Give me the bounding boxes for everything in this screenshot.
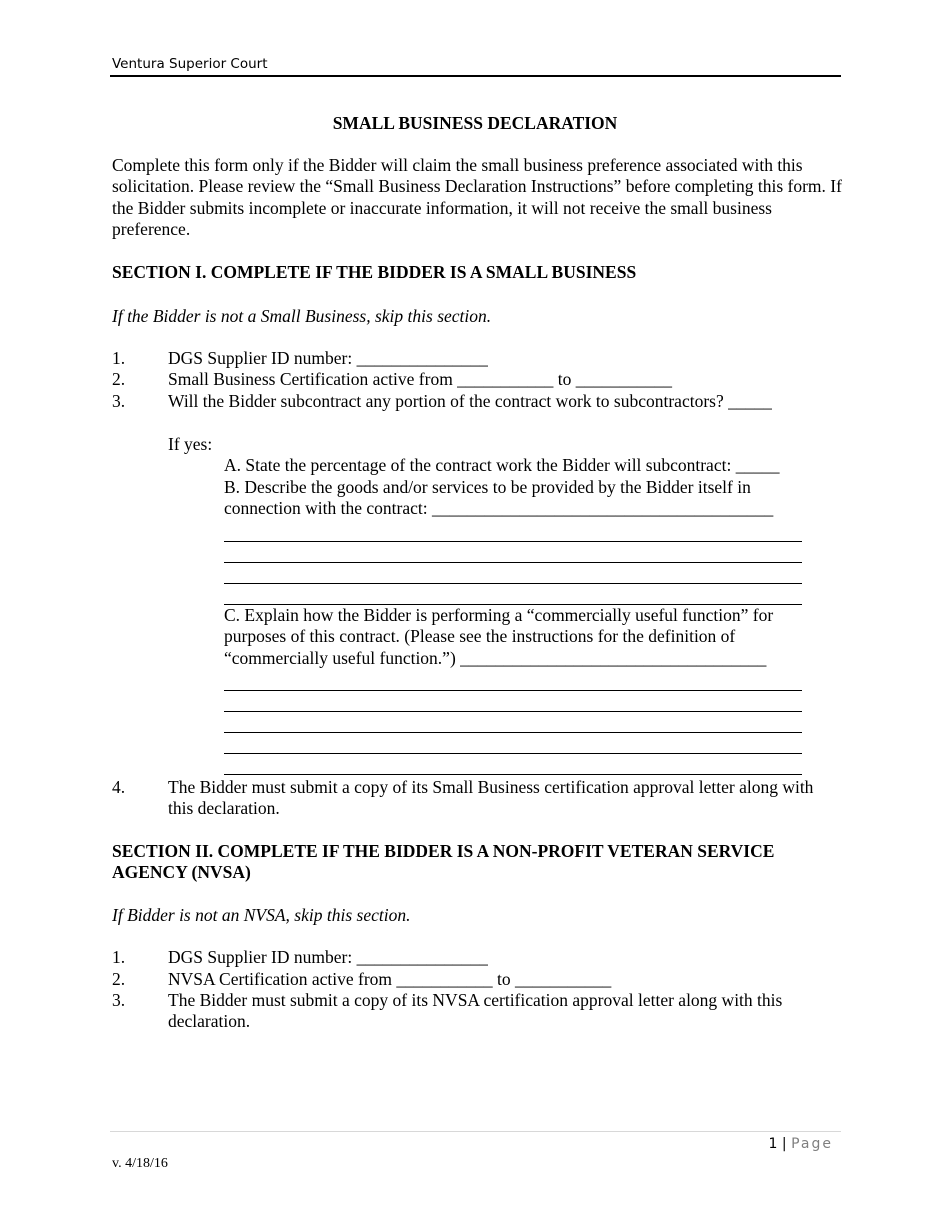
header-court-name: Ventura Superior Court — [112, 56, 268, 72]
sub-question-b: B. Describe the goods and/or services to be provided by the Bidder itself in connection with the contract: _______________________________________ — [224, 477, 774, 519]
item-number: 3. — [112, 391, 126, 411]
footer-rule — [110, 1131, 841, 1132]
subcontract-question: Will the Bidder subcontract any portion of the contract work to subcontractors? _____ — [168, 391, 772, 411]
answer-line-c-2 — [224, 711, 802, 712]
sub-question-c: C. Explain how the Bidder is performing a “commercially useful function” for purposes of this contract. (Please see the instructions for the definition of “commercially useful function.”) ___________________________________ — [224, 605, 774, 668]
version-label: v. 4/18/16 — [112, 1156, 168, 1171]
answer-line-b-3 — [224, 583, 802, 584]
certification-dates-field: Small Business Certification active from ___________ to ___________ — [168, 369, 673, 389]
sub-question-a: A. State the percentage of the contract work the Bidder will subcontract: _____ — [224, 455, 780, 475]
nvsa-certification-dates-field: NVSA Certification active from ___________ to ___________ — [168, 969, 612, 989]
answer-line-c-4 — [224, 753, 802, 754]
item-number: 1. — [112, 348, 126, 368]
section-2-skip-note: If Bidder is not an NVSA, skip this section. — [112, 905, 411, 925]
if-yes-label: If yes: — [168, 434, 213, 454]
item-number: 1. — [112, 947, 126, 967]
intro-paragraph: Complete this form only if the Bidder will claim the small business preference associated with this solicitation. Please review the “Small Business Declaration Instructions” before completing this form. If the Bidder submits incomplete or inaccurate information, it will not receive the small business preference. — [112, 155, 842, 239]
section-2-heading: SECTION II. COMPLETE IF THE BIDDER IS A NON-PROFIT VETERAN SERVICE AGENCY (NVSA) — [112, 841, 775, 883]
supplier-id-field: DGS Supplier ID number: _______________ — [168, 348, 488, 368]
answer-line-c-3 — [224, 732, 802, 733]
page-number — [769, 1136, 833, 1152]
certification-letter-note: The Bidder must submit a copy of its Small Business certification approval letter along with this declaration. — [168, 777, 814, 819]
item-number: 3. — [112, 990, 126, 1010]
answer-line-b-2 — [224, 562, 802, 563]
page-number-value: 1 — [768, 1136, 778, 1152]
item-number: 4. — [112, 777, 126, 797]
answer-line-b-1 — [224, 541, 802, 542]
answer-line-c-5 — [224, 774, 802, 775]
item-number: 2. — [112, 369, 126, 389]
page-number-separator: | — [781, 1136, 787, 1152]
answer-line-c-1 — [224, 690, 802, 691]
header-rule — [110, 75, 841, 77]
item-number: 2. — [112, 969, 126, 989]
section-1-skip-note: If the Bidder is not a Small Business, skip this section. — [112, 306, 492, 326]
nvsa-supplier-id-field: DGS Supplier ID number: _______________ — [168, 947, 488, 967]
document-title: SMALL BUSINESS DECLARATION — [332, 113, 618, 133]
section-1-heading: SECTION I. COMPLETE IF THE BIDDER IS A SMALL BUSINESS — [112, 262, 637, 282]
nvsa-letter-note: The Bidder must submit a copy of its NVSA certification approval letter along with this declaration. — [168, 990, 783, 1032]
page-label: Page — [791, 1136, 833, 1152]
